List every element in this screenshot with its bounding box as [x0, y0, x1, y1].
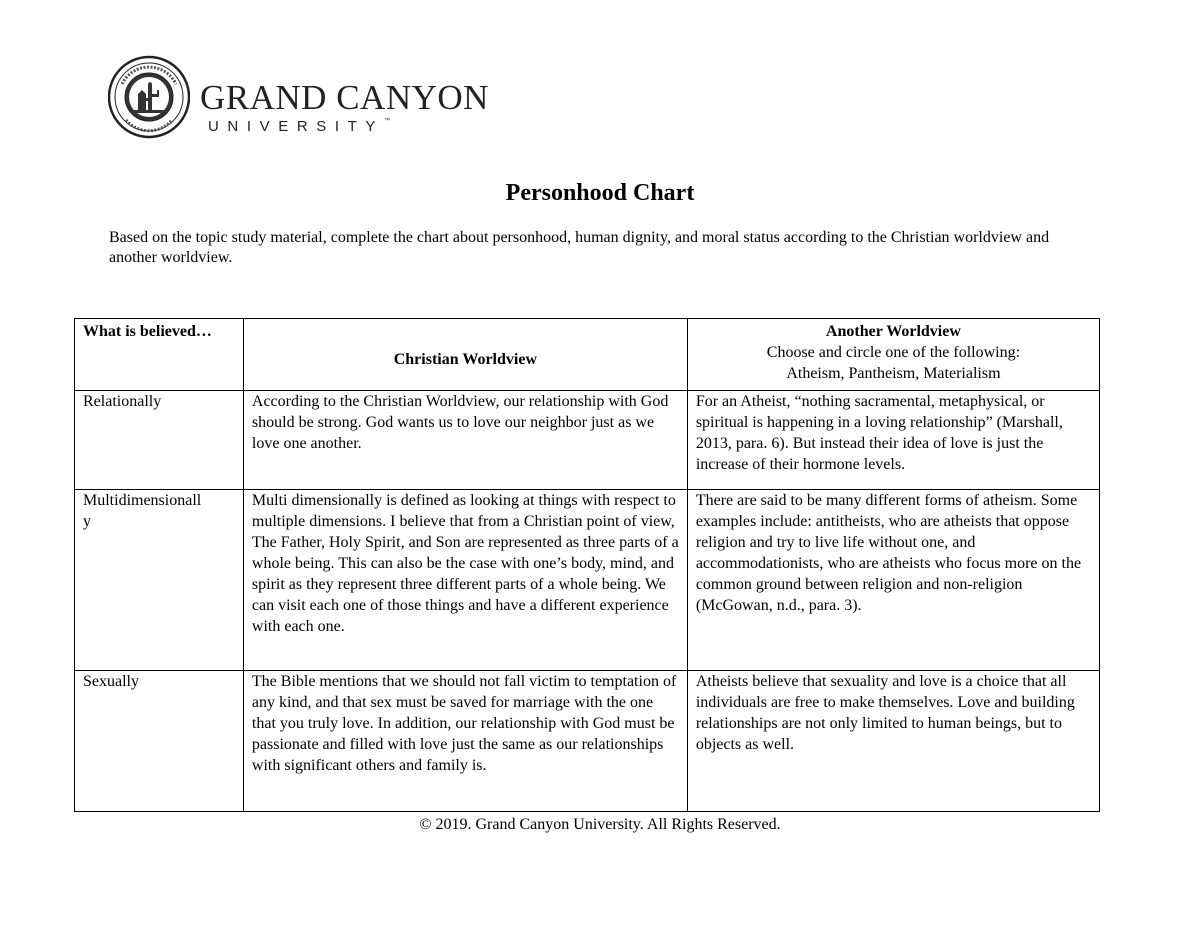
header-another-worldview-title: Another Worldview: [825, 323, 961, 340]
table-header-row: [75, 319, 1100, 391]
personhood-table: [74, 318, 1100, 812]
header-another-worldview-options: Atheism, Pantheism, Materialism: [786, 365, 1001, 382]
cell-other-sexually: Atheists believe that sexuality and love is a choice that all individuals are free to make themselves. Love and building relationships are not only limited to human beings, but to objects as well.: [687, 671, 1099, 812]
row-label-relationally: Relationally: [75, 391, 244, 490]
logo-subtext-label: UNIVERSITY: [208, 118, 385, 135]
header-another-worldview-instruction: Choose and circle one of the following:: [766, 344, 1021, 361]
cell-christian-sexually: The Bible mentions that we should not fall victim to temptation of any kind, and that sex must be saved for marriage with the one that you truly love. In addition, our relationship with God must be passionate and filled with love just the same as our relationships with significant others and family is.: [243, 671, 687, 812]
cell-other-relationally: For an Atheist, “nothing sacramental, metaphysical, or spiritual is happening in a loving relationship” (Marshall, 2013, para. 6). But instead their idea of love is just the increase of their hormone levels.: [687, 391, 1099, 490]
cell-christian-multidimensionally: Multi dimensionally is defined as looking at things with respect to multiple dimensions. I believe that from a Christian point of view, The Father, Holy Spirit, and Son are represented as three parts of a whole being. This can also be the case with one’s body, mind, and spirit as they represent three different parts of a whole being. We can visit each one of those things and have a different experience with each one.: [243, 490, 687, 671]
table-row: [75, 671, 1100, 812]
table-row: [75, 490, 1100, 671]
university-logo: [108, 54, 508, 154]
trademark-mark: ™: [384, 118, 391, 124]
cell-christian-relationally: According to the Christian Worldview, our relationship with God should be strong. God wants us to love our neighbor just as we love one another.: [243, 391, 687, 490]
intro-paragraph: Based on the topic study material, complete the chart about personhood, human dignity, and moral status according to the Christian worldview and another worldview.: [109, 229, 1050, 266]
row-label-sexually: Sexually: [75, 671, 244, 812]
page-title: Personhood Chart: [505, 180, 695, 206]
university-seal-icon: [108, 54, 190, 140]
logo-wordmark: GRAND CANYON: [200, 78, 489, 117]
cell-other-multidimensionally: There are said to be many different forms of atheism. Some examples include: antitheists, who are atheists that oppose religion and try to live life without one, and accommodationists, who are atheists who focus more on the common ground between religion and non-religion (McGowan, n.d., para. 3).: [687, 490, 1099, 671]
header-what-believed: What is believed…: [75, 319, 244, 391]
logo-subtext: [208, 118, 390, 135]
header-christian-worldview: Christian Worldview: [243, 319, 687, 391]
row-label-multidimensionally: Multidimensionall y: [75, 490, 244, 671]
table-row: [75, 391, 1100, 490]
copyright-footer: © 2019. Grand Canyon University. All Rights Reserved.: [419, 816, 781, 833]
header-another-worldview: [687, 319, 1099, 391]
